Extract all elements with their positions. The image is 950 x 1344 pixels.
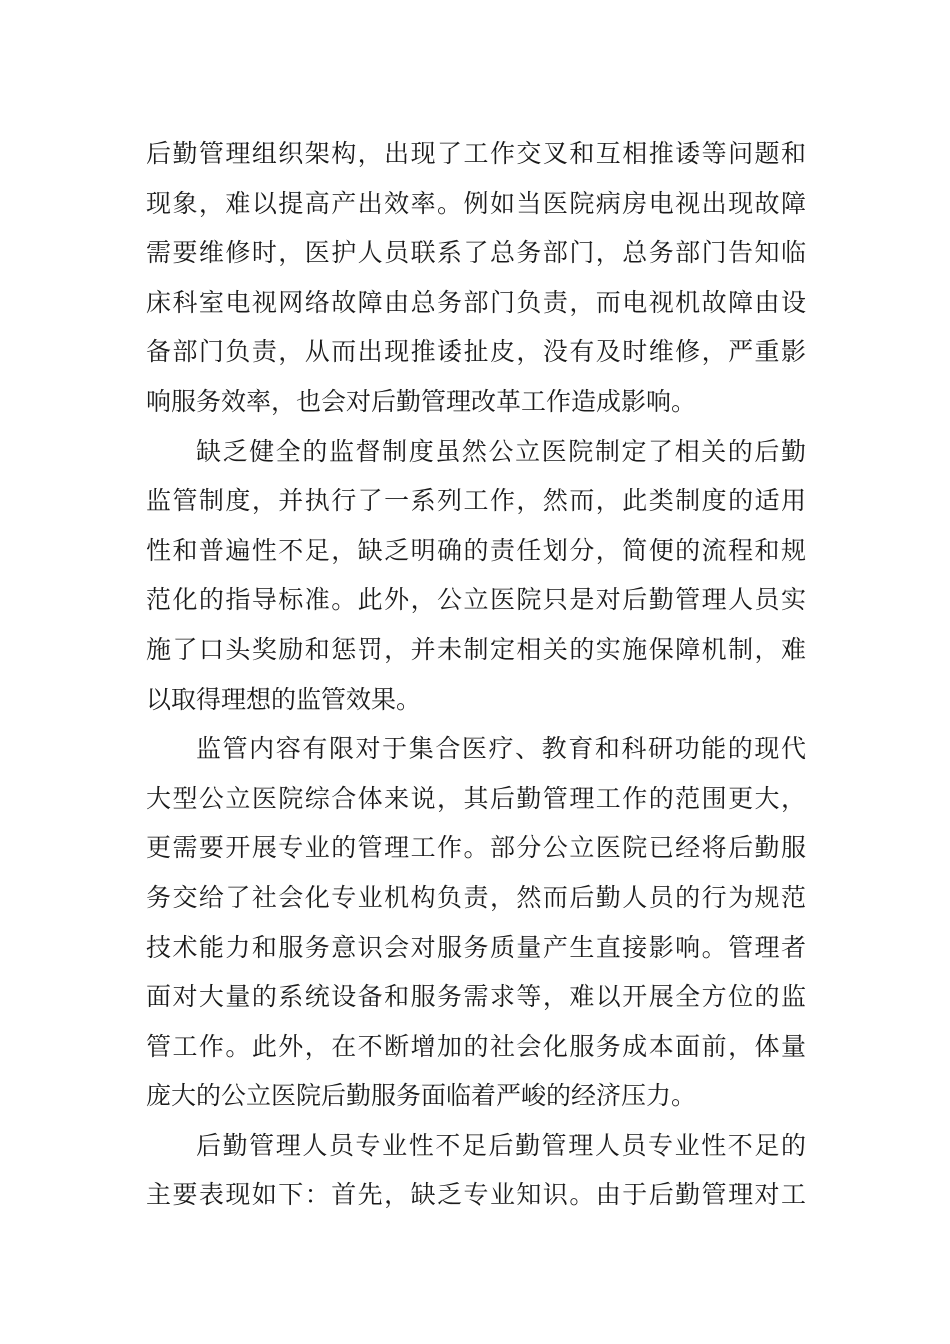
text-line: 缺乏健全的监督制度虽然公立医院制定了相关的后勤 — [196, 436, 806, 466]
text-line: 更需要开展专业的管理工作。部分公立医院已经将后勤服 — [146, 833, 806, 863]
text-line: 监管内容有限对于集合医疗、教育和科研功能的现代 — [196, 734, 806, 764]
text-line: 需要维修时，医护人员联系了总务部门，总务部门告知临 — [146, 238, 806, 268]
paragraph-4 — [146, 1121, 806, 1220]
text-line: 管工作。此外，在不断增加的社会化服务成本面前，体量 — [146, 1031, 806, 1061]
text-line: 性和普遍性不足，缺乏明确的责任划分，简便的流程和规 — [146, 535, 806, 565]
text-line: 技术能力和服务意识会对服务质量产生直接影响。管理者 — [146, 932, 806, 962]
paragraph-2 — [146, 427, 806, 725]
text-line: 施了口头奖励和惩罚，并未制定相关的实施保障机制，难 — [146, 634, 806, 664]
text-line: 响服务效率，也会对后勤管理改革工作造成影响。 — [146, 386, 697, 416]
paragraph-3 — [146, 724, 806, 1121]
text-line: 面对大量的系统设备和服务需求等，难以开展全方位的监 — [146, 982, 806, 1012]
text-line: 范化的指导标准。此外，公立医院只是对后勤管理人员实 — [146, 585, 806, 615]
text-line: 后勤管理组织架构，出现了工作交叉和互相推诿等问题和 — [146, 139, 806, 168]
text-line: 备部门负责，从而出现推诿扯皮，没有及时维修，严重影 — [146, 337, 806, 367]
text-line: 大型公立医院综合体来说，其后勤管理工作的范围更大， — [146, 783, 806, 813]
text-line: 务交给了社会化专业机构负责，然而后勤人员的行为规范 — [146, 882, 806, 912]
text-line: 现象，难以提高产出效率。例如当医院病房电视出现故障 — [146, 188, 806, 218]
text-line: 以取得理想的监管效果。 — [146, 684, 422, 714]
paragraph-1 — [146, 129, 806, 427]
text-line: 监管制度，并执行了一系列工作，然而，此类制度的适用 — [146, 486, 806, 516]
text-line: 床科室电视网络故障由总务部门负责，而电视机故障由设 — [146, 287, 806, 317]
text-line: 后勤管理人员专业性不足后勤管理人员专业性不足的 — [196, 1130, 806, 1160]
text-line: 主要表现如下：首先，缺乏专业知识。由于后勤管理对工 — [146, 1180, 806, 1210]
text-line: 庞大的公立医院后勤服务面临着严峻的经济压力。 — [146, 1081, 697, 1111]
body-text — [146, 129, 806, 1220]
